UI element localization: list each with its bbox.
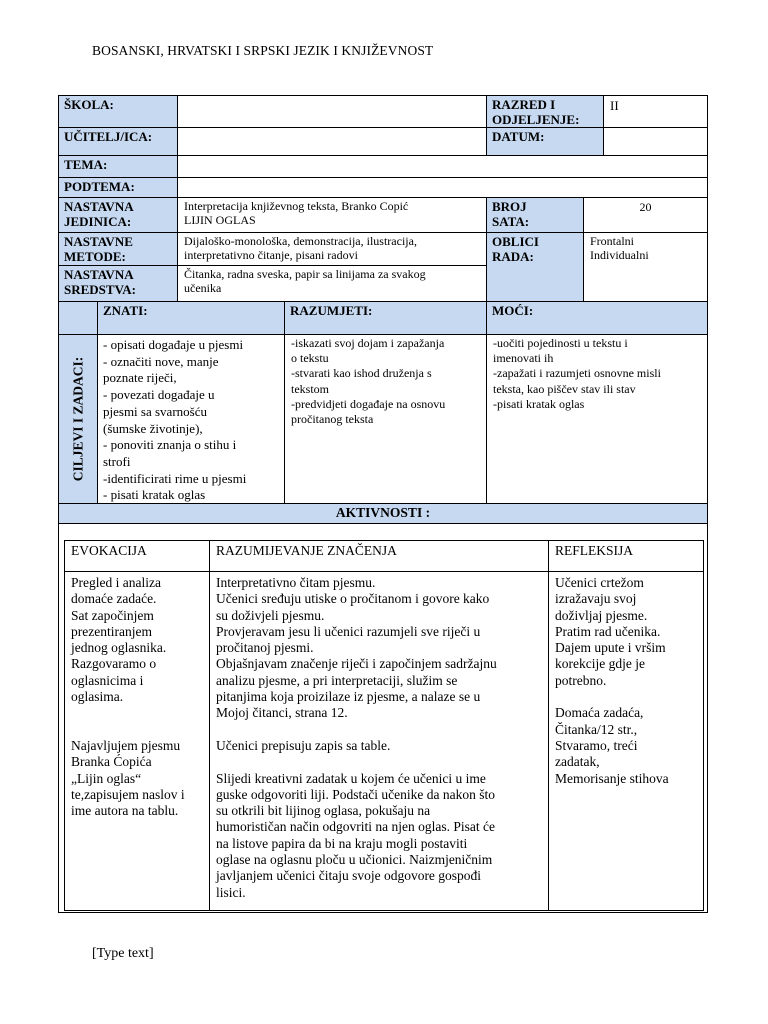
ucitelj-label: UČITELJ/ICA: xyxy=(58,127,178,156)
jedinica-label: NASTAVNA JEDINICA: xyxy=(58,197,178,233)
znati-header: ZNATI: xyxy=(97,301,285,335)
razumjeti-header: RAZUMJETI: xyxy=(284,301,487,335)
podtema-label: PODTEMA: xyxy=(58,177,178,198)
moci-header: MOĆI: xyxy=(486,301,708,335)
footer-placeholder[interactable]: [Type text] xyxy=(92,946,154,961)
broj-sata-field[interactable]: 20 xyxy=(583,197,708,233)
razred-field[interactable]: II xyxy=(603,95,708,128)
aktivnosti-header: AKTIVNOSTI : xyxy=(58,503,708,524)
moci-text: -uočiti pojedinosti u tekstu i imenovati ih -zapažati i razumjeti osnovne misli teksta, kao piščev stav ili stav -pisati kratak oglas xyxy=(486,334,708,504)
datum-field[interactable] xyxy=(603,127,708,156)
oblici-field[interactable]: Frontalni Individualni xyxy=(583,232,708,302)
evokacija-text: Pregled i analiza domaće zadaće. Sat započinjem prezentiranjem jednog oglasnika. Razgovaramo o oglasnicima i oglasima. Najavljujem pjesmu Branka Ćopića „Lijin oglas“ te,zapisujem naslov i ime autora na tablu. xyxy=(64,571,210,911)
datum-label: DATUM: xyxy=(486,127,604,156)
sredstva-field[interactable]: Čitanka, radna sveska, papir sa linijama za svakog učenika xyxy=(177,265,487,302)
razumijevanje-header: RAZUMIJEVANJE ZNAČENJA xyxy=(209,540,549,572)
skola-field[interactable] xyxy=(177,95,487,128)
tema-label: TEMA: xyxy=(58,155,178,178)
razumijevanje-text: Interpretativno čitam pjesmu. Učenici sređuju utiske o pročitanom i govore kako su doživjeli pjesmu. Provjeravam jesu li učenici razumjeli sve riječi u pročitanoj pjesmi. Objašnjavam značenje riječi i započinjem sadržajnu analizu pjesme, a pri interpretaciji, služim se pitanjima koja proizilaze iz pjesme, a nalaze se u Mojoj čitanci, strana 12. Učenici prepisuju zapis sa table. Slijedi kreativni zadatak u kojem će učenici u ime guske odgovoriti liji. Podstači učenike da nakon što su otkrili bit lijinog oglasa, pokušaju na humorističan način odgovriti na njen oglas. Pisat će na listove papira da bi na kraju mogli postaviti oglase na oglasnu ploču u učionici. Naizmjeničnim javljanjem učenici čitaju svoje odgovore gospođi lisici. xyxy=(209,571,549,911)
goals-corner xyxy=(58,301,98,335)
ciljevi-vertical-label: CILJEVI I ZADACI: xyxy=(70,356,86,482)
razred-label: RAZRED I ODJELJENJE: xyxy=(486,95,604,128)
podtema-field[interactable] xyxy=(177,177,708,198)
sredstva-label: NASTAVNA SREDSTVA: xyxy=(58,265,178,302)
tema-field[interactable] xyxy=(177,155,708,178)
razumjeti-text: -iskazati svoj dojam i zapažanja o tekstu -stvarati kao ishod druženja s tekstom -predvidjeti događaje na osnovu pročitanog teksta xyxy=(284,334,487,504)
refleksija-text: Učenici crtežom izražavaju svoj doživljaj pjesme. Pratim rad učenika. Dajem upute i vršim korekcije gdje je potrebno. Domaća zadaća, Čitanka/12 str., Stvaramo, treći zadatak, Memorisanje stihova xyxy=(548,571,704,911)
skola-label: ŠKOLA: xyxy=(58,95,178,128)
oblici-label: OBLICI RADA: xyxy=(486,232,584,302)
ucitelj-field[interactable] xyxy=(177,127,487,156)
jedinica-field[interactable]: Interpretacija književnog teksta, Branko Copić LIJIN OGLAS xyxy=(177,197,487,233)
refleksija-header: REFLEKSIJA xyxy=(548,540,704,572)
ciljevi-label-cell xyxy=(58,334,98,504)
evokacija-header: EVOKACIJA xyxy=(64,540,210,572)
metode-label: NASTAVNE METODE: xyxy=(58,232,178,266)
znati-text: - opisati događaje u pjesmi - označiti nove, manje poznate riječi, - povezati događaje u pjesmi sa svarnošću (šumske životinje), - ponoviti znanja o stihu i strofi -identificirati rime u pjesmi - pisati kratak oglas xyxy=(97,334,285,504)
metode-field[interactable]: Dijaloško-monološka, demonstracija, ilustracija, interpretativno čitanje, pisani radovi xyxy=(177,232,487,266)
document-header: BOSANSKI, HRVATSKI I SRPSKI JEZIK I KNJIŽEVNOST xyxy=(92,43,434,58)
broj-sata-label: BROJ SATA: xyxy=(486,197,584,233)
